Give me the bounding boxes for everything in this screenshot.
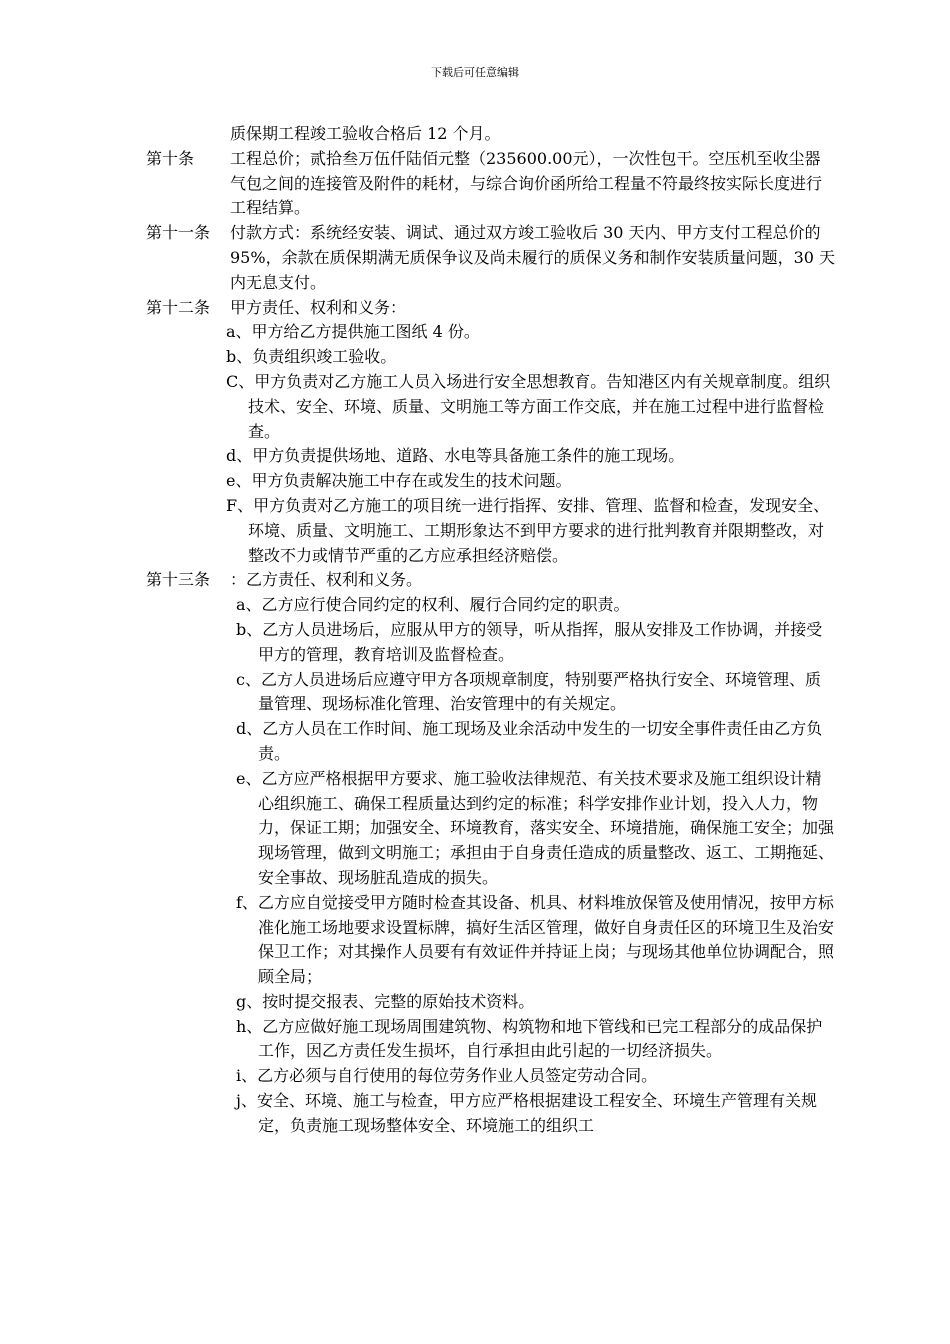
list-item: d、乙方人员在工作时间、施工现场及业余活动中发生的一切安全事件责任由乙方负责。 bbox=[236, 719, 823, 763]
list-item: a、乙方应行使合同约定的权利、履行合同约定的职责。 bbox=[236, 595, 630, 615]
contract-text bbox=[146, 122, 836, 1139]
list-item: g、按时提交报表、完整的原始技术资料。 bbox=[236, 991, 535, 1011]
list-item: b、负责组织竣工验收。 bbox=[226, 347, 397, 367]
article-11-text: 付款方式：系统经安装、调试、通过双方竣工验收后 30 天内、甲方支付工程总价的 95%，余款在质保期满无质保争议及尚未履行的质保义务和制作安装质量问题，30 天内无息支付。 bbox=[230, 223, 836, 292]
list-item: f、乙方应自觉接受甲方随时检查其设备、机具、材料堆放保管及使用情况，按甲方标准化施工场地要求设置标牌，搞好生活区管理，做好自身责任区的环境卫生及治安保卫工作；对其操作人员要有有效证件并持证上岗；与现场其他单位协调配合，照顾全局； bbox=[236, 892, 835, 987]
list-item: e、乙方应严格根据甲方要求、施工验收法律规范、有关技术要求及施工组织设计精心组织施工、确保工程质量达到约定的标准；科学安排作业计划，投入人力，物力，保证工期；加强安全、环境教育，落实安全、环境措施，确保施工安全；加强现场管理，做到文明施工；承担由于自身责任造成的质量整改、返工、工期拖延、安全事故、现场脏乱造成的损失。 bbox=[236, 768, 835, 887]
list-item: C、甲方负责对乙方施工人员入场进行安全思想教育。告知港区内有关规章制度。组织技术、安全、环境、质量、文明施工等方面工作交底，并在施工过程中进行监督检查。 bbox=[226, 371, 831, 441]
article-12-items bbox=[146, 320, 836, 568]
article-10 bbox=[146, 147, 836, 221]
list-item: h、乙方应做好施工现场周围建筑物、构筑物和地下管线和已完工程部分的成品保护工作，因乙方责任发生损坏，自行承担由此引起的一切经济损失。 bbox=[236, 1016, 823, 1061]
list-item: b、乙方人员进场后，应服从甲方的领导，听从指挥，服从安排及工作协调，并接受甲方的管理，教育培训及监督检查。 bbox=[236, 619, 823, 664]
list-item: e、甲方负责解决施工中存在或发生的技术问题。 bbox=[226, 471, 572, 491]
article-13-title: ：乙方责任、权利和义务。 bbox=[230, 570, 423, 590]
article-10-text: 工程总价；贰拾叁万伍仟陆佰元整（235600.00元），一次性包干。空压机至收尘器气包之间的连接管及附件的耗材，与综合询价函所给工程量不符最终按实际长度进行工程结算。 bbox=[230, 148, 823, 218]
article-13-items bbox=[146, 593, 836, 1139]
article-12-label: 第十二条 bbox=[146, 297, 211, 317]
article-11 bbox=[146, 221, 836, 295]
list-item: i、乙方必须与自行使用的每位劳务作业人员签定劳动合同。 bbox=[236, 1066, 658, 1086]
article-12 bbox=[146, 296, 836, 321]
article-10-label: 第十条 bbox=[146, 148, 195, 168]
list-item: j、安全、环境、施工与检查，甲方应严格根据建设工程安全、环境生产管理有关规定，负责施工现场整体安全、环境施工的组织工 bbox=[236, 1091, 817, 1135]
list-item: d、甲方负责提供场地、道路、水电等具备施工条件的施工现场。 bbox=[226, 446, 685, 466]
list-item: c、乙方人员进场后应遵守甲方各项规章制度，特别要严格执行安全、环境管理、质量管理、现场标准化管理、治安管理中的有关规定。 bbox=[236, 669, 821, 714]
page-header: 下载后可任意编辑 bbox=[431, 66, 519, 79]
warranty-period-line: 质保期工程竣工验收合格后 12 个月。 bbox=[230, 124, 501, 143]
article-12-title: 甲方责任、权利和义务： bbox=[230, 297, 407, 317]
article-11-label: 第十一条 bbox=[146, 223, 211, 243]
list-item: F、甲方负责对乙方施工的项目统一进行指挥、安排、管理、监督和检查，发现安全、环境、质量、文明施工、工期形象达不到甲方要求的进行批判教育并限期整改，对整改不力或情节严重的乙方应承担经济赔偿。 bbox=[226, 495, 830, 565]
article-13 bbox=[146, 568, 836, 593]
list-item: a、甲方给乙方提供施工图纸 4 份。 bbox=[226, 322, 480, 342]
article-13-label: 第十三条 bbox=[146, 570, 211, 590]
